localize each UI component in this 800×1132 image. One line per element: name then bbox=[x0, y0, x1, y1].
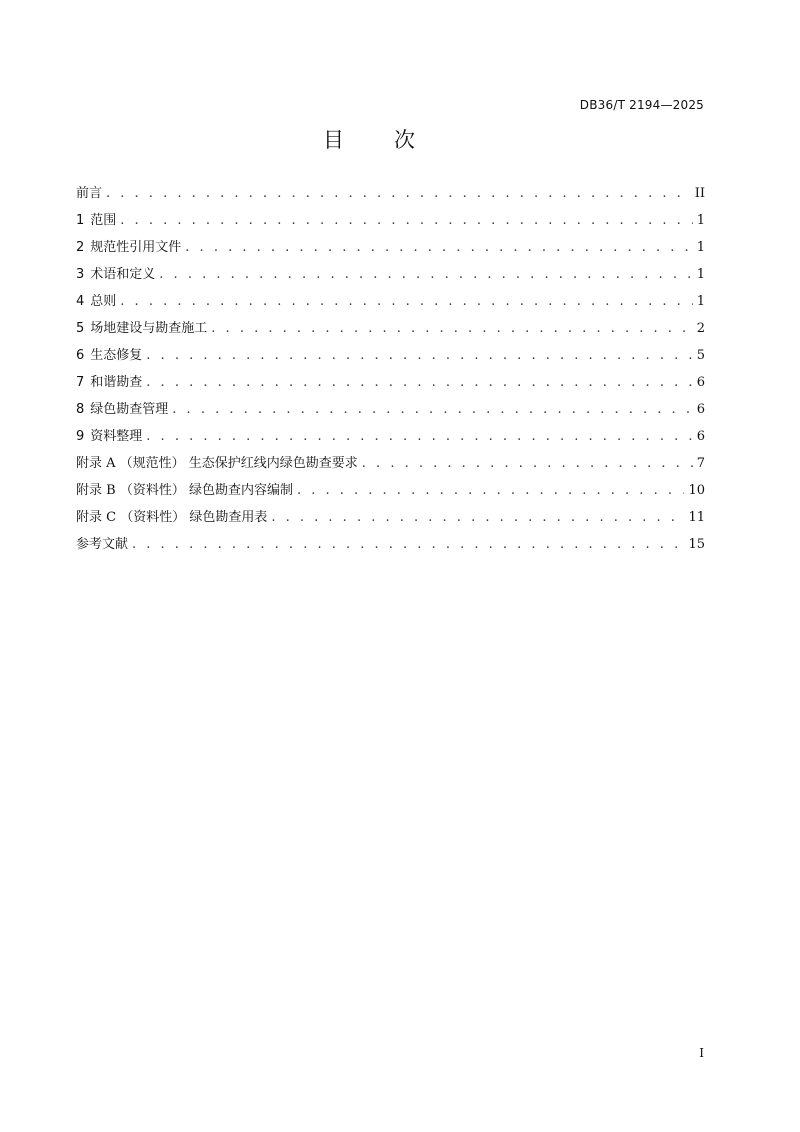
dot-leader bbox=[159, 261, 692, 288]
toc-entry-label[interactable]: 1 范围 bbox=[76, 213, 117, 228]
table-of-contents bbox=[76, 180, 705, 558]
toc-page-number: 1 bbox=[696, 294, 705, 309]
toc-page-number: 2 bbox=[696, 321, 705, 336]
toc-page-number: 1 bbox=[696, 267, 705, 282]
toc-page-number: 6 bbox=[696, 429, 705, 444]
toc-entry-label[interactable]: 附录 C （资料性） 绿色勘查用表 bbox=[76, 510, 268, 525]
dot-leader bbox=[146, 423, 692, 450]
document-code: DB36/T 2194—2025 bbox=[579, 98, 704, 112]
title-char-2: 次 bbox=[394, 128, 417, 152]
page-title bbox=[0, 124, 740, 154]
title-char-1: 目 bbox=[323, 128, 346, 152]
dot-leader bbox=[120, 207, 692, 234]
toc-page-number: 15 bbox=[688, 537, 705, 552]
toc-page-number: 5 bbox=[696, 348, 705, 363]
dot-leader bbox=[106, 180, 691, 207]
toc-entry-terms-definitions[interactable] bbox=[76, 261, 705, 288]
dot-leader bbox=[146, 369, 692, 396]
dot-leader bbox=[185, 234, 692, 261]
toc-entry-general[interactable] bbox=[76, 288, 705, 315]
dot-leader bbox=[172, 396, 692, 423]
toc-entry-label[interactable]: 前言 bbox=[76, 186, 103, 201]
toc-page-number: 7 bbox=[696, 456, 705, 471]
toc-entry-appendix-c[interactable] bbox=[76, 504, 705, 531]
toc-entry-appendix-a[interactable] bbox=[76, 450, 705, 477]
toc-page-number: 1 bbox=[696, 240, 705, 255]
toc-page-number: 10 bbox=[688, 483, 705, 498]
toc-entry-scope[interactable] bbox=[76, 207, 705, 234]
toc-entry-label[interactable]: 5 场地建设与勘查施工 bbox=[76, 321, 208, 336]
dot-leader bbox=[211, 315, 692, 342]
toc-entry-green-exploration-management[interactable] bbox=[76, 396, 705, 423]
toc-entry-label[interactable]: 参考文献 bbox=[76, 537, 129, 552]
toc-entry-label[interactable]: 9 资料整理 bbox=[76, 429, 143, 444]
dot-leader bbox=[297, 477, 685, 504]
toc-entry-label[interactable]: 2 规范性引用文件 bbox=[76, 240, 182, 255]
dot-leader bbox=[146, 342, 692, 369]
toc-entry-appendix-b[interactable] bbox=[76, 477, 705, 504]
dot-leader bbox=[132, 531, 684, 558]
dot-leader bbox=[271, 504, 684, 531]
toc-entry-label[interactable]: 附录 B （资料性） 绿色勘查内容编制 bbox=[76, 483, 293, 498]
toc-entry-label[interactable]: 7 和谐勘查 bbox=[76, 375, 143, 390]
toc-entry-site-construction[interactable] bbox=[76, 315, 705, 342]
toc-entry-ecological-restoration[interactable] bbox=[76, 342, 705, 369]
toc-entry-label[interactable]: 8 绿色勘查管理 bbox=[76, 402, 169, 417]
toc-page-number: 6 bbox=[696, 402, 705, 417]
toc-page-number: 11 bbox=[688, 510, 705, 525]
toc-page-number: II bbox=[694, 186, 705, 201]
toc-entry-label[interactable]: 6 生态修复 bbox=[76, 348, 143, 363]
toc-page-number: 6 bbox=[696, 375, 705, 390]
toc-entry-data-organization[interactable] bbox=[76, 423, 705, 450]
dot-leader bbox=[362, 450, 693, 477]
toc-page-number: 1 bbox=[696, 213, 705, 228]
dot-leader bbox=[120, 288, 692, 315]
toc-entry-label[interactable]: 4 总则 bbox=[76, 294, 117, 309]
toc-entry-foreword[interactable] bbox=[76, 180, 705, 207]
toc-entry-label[interactable]: 附录 A （规范性） 生态保护红线内绿色勘查要求 bbox=[76, 456, 358, 471]
toc-entry-bibliography[interactable] bbox=[76, 531, 705, 558]
page-number: I bbox=[699, 1046, 704, 1060]
toc-entry-harmonious-exploration[interactable] bbox=[76, 369, 705, 396]
toc-entry-label[interactable]: 3 术语和定义 bbox=[76, 267, 156, 282]
toc-entry-normative-references[interactable] bbox=[76, 234, 705, 261]
